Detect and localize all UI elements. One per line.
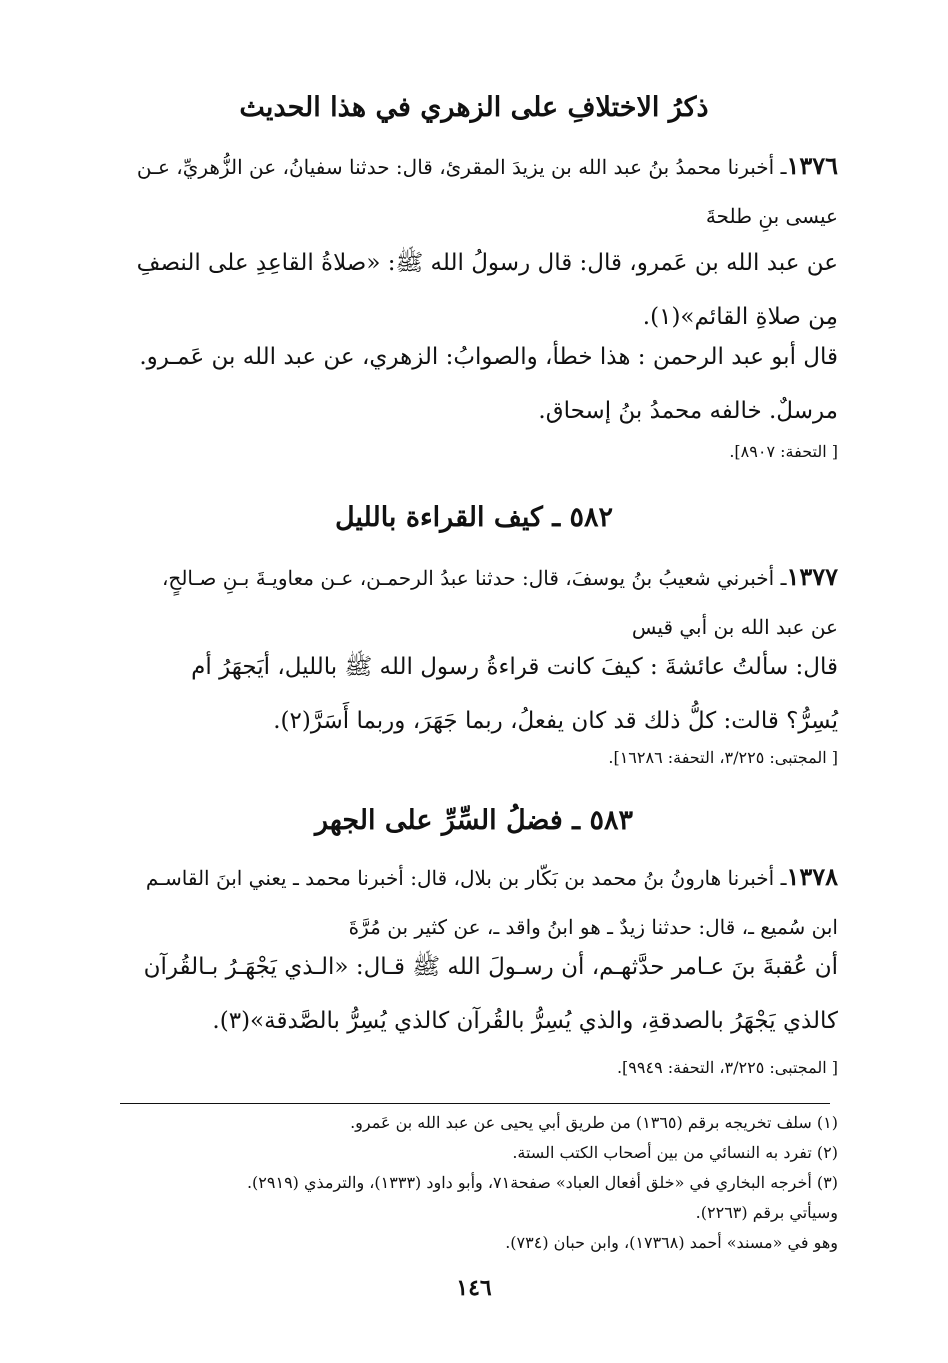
page-number: ١٤٦ xyxy=(456,1275,492,1301)
footnote-separator xyxy=(120,1103,830,1104)
matn-text: يُسِرُّ؟ قالت: كلُّ ذلك قد كان يفعلُ، ربما جَهَرَ، وربما أَسَرَّ(٢). xyxy=(273,708,838,734)
matn-text: مِن صلاةِ القائم»(١). xyxy=(642,304,838,330)
footnote: (٢) تفرد به النسائي من بين أصحاب الكتب الستة. xyxy=(512,1143,838,1162)
footnote: وهو في «مسند» أحمد (١٧٣٦٨)، وابن حبان (٧٣٤). xyxy=(505,1233,838,1252)
footnote: (٣) أخرجه البخاري في «خلق أفعال العباد» صفحة٧١، وأبو داود (١٣٣٣)، والترمذي (٢٩١٩). xyxy=(246,1173,838,1192)
section-title: ٥٨٣ ـ فضلُ السِّرِّ على الجهر xyxy=(315,805,633,836)
hadith-isnad xyxy=(110,141,838,241)
isnad-text: عن عبد الله بن أبي قيس xyxy=(631,615,838,639)
isnad-text: عيسى بنِ طلحةَ xyxy=(705,204,838,228)
footnote: (١) سلف تخريجه برقم (١٣٦٥) من طريق أبي يحيى عن عبد الله بن عَمرو. xyxy=(350,1113,838,1132)
reference-note: [ التحفة: ٨٩٠٧]. xyxy=(729,442,838,461)
hadith-number: ١٣٧٧ xyxy=(786,562,838,591)
hadith-number: ١٣٧٦ xyxy=(786,151,838,180)
reference-note: [ المجتبى: ٣/٢٢٥، التحفة: ٩٩٤٩]. xyxy=(616,1058,838,1077)
hadith-matn xyxy=(110,640,838,748)
isnad-text: ـ أخبرني شعيبُ بنُ يوسفَ، قال: حدثنا عبدُ الرحمـن، عـن معاويـةَ بـنِ صـالحٍ، xyxy=(161,566,787,590)
hadith-isnad xyxy=(110,552,838,652)
comment-text: قال أبو عبد الرحمن : هذا خطأ، والصوابُ: الزهري، عن عبد الله بن عَمـرو. xyxy=(139,344,838,370)
isnad-text: ـ أخبرنا هارونُ بنُ محمد بن بَكّار بن بلال، قال: أخبرنا محمد ـ يعني ابنَ القاسـم xyxy=(145,866,787,890)
section-title: ٥٨٢ ـ كيف القراءة بالليل xyxy=(334,502,614,533)
section-title: ذكرُ الاختلافِ على الزهري في هذا الحديث xyxy=(239,92,709,123)
comment-text: مرسلٌ. خالفه محمدُ بنُ إسحاق. xyxy=(538,398,838,424)
reference-note: [ المجتبى: ٣/٢٢٥، التحفة: ١٦٢٨٦]. xyxy=(608,748,838,767)
matn-text: عن عبد الله بن عَمرو، قال: قال رسولُ الله ﷺ: «صلاةُ القاعِدِ على النصفِ xyxy=(136,250,838,276)
hadith-matn xyxy=(110,940,838,1048)
matn-text: قال: سألتُ عائشةَ : كيفَ كانت قراءةُ رسول الله ﷺ بالليل، أيَجهَرُ أم xyxy=(191,654,838,680)
hadith-matn xyxy=(110,236,838,344)
footnotes xyxy=(110,1108,838,1258)
hadith-number: ١٣٧٨ xyxy=(786,862,838,891)
isnad-text: ابن سُميع ـ، قال: حدثنا زيدٌ ـ هو ابنُ واقد ـ، عن كثير بن مُرَّةَ xyxy=(348,915,838,939)
footnote: وسيأتي برقم (٢٢٦٣). xyxy=(695,1203,838,1222)
hadith-isnad xyxy=(110,852,838,952)
isnad-text: ـ أخبرنا محمدُ بنُ عبد الله بن يزيدَ المقرئ، قال: حدثنا سفيانُ، عن الزُّهريِّ، عـن xyxy=(136,155,787,179)
matn-text: كالذي يَجْهَرُ بالصدقةِ، والذي يُسِرُّ بالقُرآن كالذي يُسِرُّ بالصَّدقة»(٣). xyxy=(212,1008,838,1034)
matn-text: أن عُقبةَ بنَ عـامر حدَّثهـم، أن رسـولَ الله ﷺ قـال: «الـذي يَجْهَـرُ بـالقُرآن xyxy=(143,954,838,980)
author-comment xyxy=(110,330,838,438)
